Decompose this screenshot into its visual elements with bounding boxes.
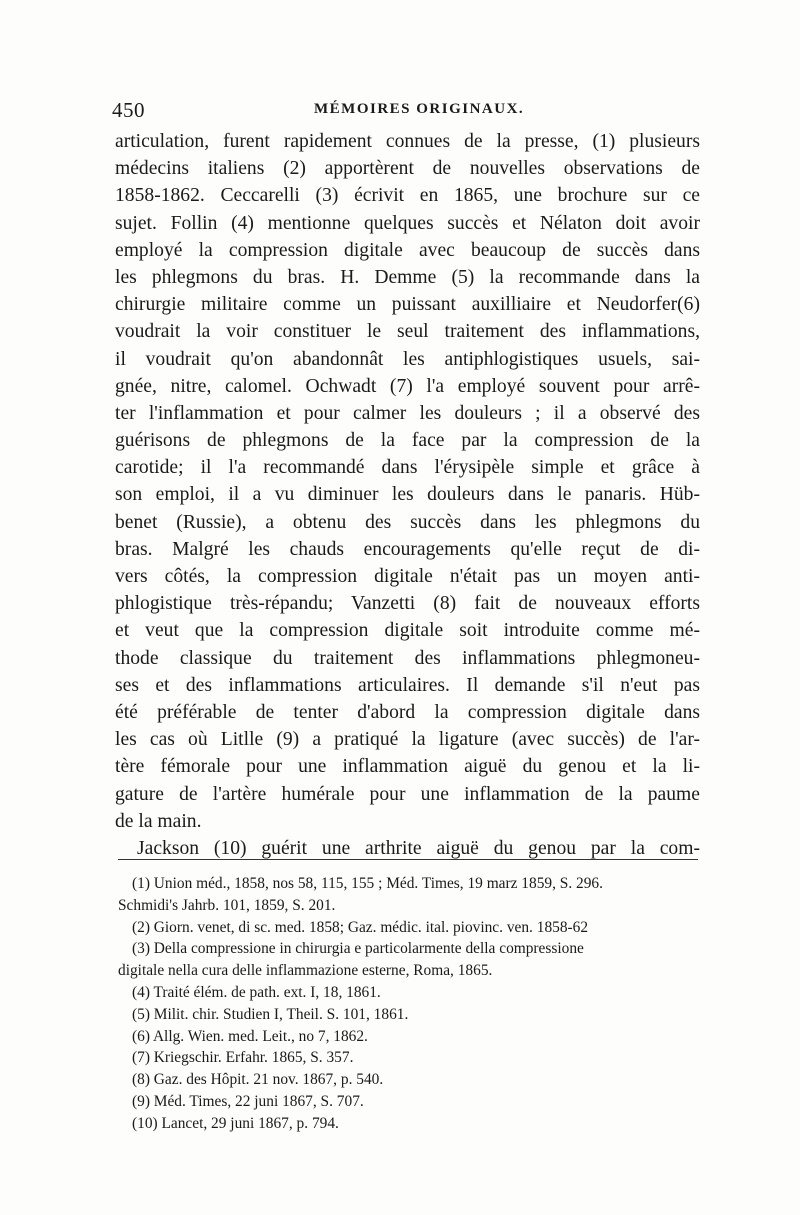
body-line: et veut que la compression digitale soit introduite comme mé- [115,620,700,642]
footnote-continuation: Schmidi's Jahrb. 101, 1859, S. 201. [118,896,336,914]
body-line: carotide; il l'a recommandé dans l'érysipèle simple et grâce à [115,457,700,479]
body-line: été préférable de tenter d'abord la compression digitale dans [115,701,700,723]
body-line: thode classique du traitement des inflammations phlegmoneu- [115,647,700,669]
footnote: (5) Milit. chir. Studien I, Theil. S. 101, 1861. [132,1005,409,1023]
footnote: (8) Gaz. des Hôpit. 21 nov. 1867, p. 540. [132,1071,384,1089]
body-line: son emploi, il a vu diminuer les douleurs dans le panaris. Hüb- [115,484,700,506]
body-line: bras. Malgré les chauds encouragements qu'elle reçut de di- [115,538,700,560]
body-line: phlogistique très-répandu; Vanzetti (8) fait de nouveaux efforts [115,593,700,615]
body-line: chirurgie militaire comme un puissant auxilliaire et Neudorfer(6) [115,294,700,316]
body-line: sujet. Follin (4) mentionne quelques succès et Nélaton doit avoir [115,212,700,234]
footnotes [118,873,698,1135]
footnote: (2) Giorn. venet, di sc. med. 1858; Gaz. médic. ital. piovinc. ven. 1858-62 [132,918,589,936]
body-line: ter l'inflammation et pour calmer les douleurs ; il a observé des [115,402,700,424]
body-line: vers côtés, la compression digitale n'était pas un moyen anti- [115,566,700,587]
page-header [112,98,702,124]
body-line: ses et des inflammations articulaires. Il demande s'il n'eut pas [115,674,700,696]
body-line: gnée, nitre, calomel. Ochwadt (7) l'a employé souvent pour arrê- [115,375,700,397]
body-line: les phlegmons du bras. H. Demme (5) la recommande dans la [115,266,700,288]
running-title: MÉMOIRES ORIGINAUX. [314,101,525,117]
body-line: gature de l'artère humérale pour une inflammation de la paume [115,783,700,805]
body-line: articulation, furent rapidement connues de la presse, (1) plusieurs [115,131,700,152]
body-line: il voudrait qu'on abandonnât les antiphlogistiques usuels, sai- [115,348,700,370]
footnote-continuation: digitale nella cura delle inflammazione esterne, Roma, 1865. [118,962,493,980]
body-line: guérisons de phlegmons de la face par la compression de la [115,430,700,452]
footnote-separator [118,859,698,860]
footnote: (10) Lancet, 29 juni 1867, p. 794. [132,1114,339,1132]
page-number: 450 [112,98,145,122]
body-line: voudrait la voir constituer le seul traitement des inflammations, [115,321,700,343]
body-line: 1858-1862. Ceccarelli (3) écrivit en 1865, une brochure sur ce [115,185,700,207]
body-text [115,128,700,862]
body-line: de la main. [115,810,202,832]
footnote: (9) Méd. Times, 22 juni 1867, S. 707. [132,1092,364,1110]
body-line: benet (Russie), a obtenu des succès dans les phlegmons du [115,511,700,533]
footnote: (6) Allg. Wien. med. Leit., no 7, 1862. [132,1027,368,1045]
body-line: les cas où Litlle (9) a pratiqué la ligature (avec succès) de l'ar- [115,729,700,751]
footnote: (7) Kriegschir. Erfahr. 1865, S. 357. [132,1049,354,1067]
body-line: médecins italiens (2) apportèrent de nouvelles observations de [115,158,700,180]
body-line: Jackson (10) guérit une arthrite aiguë du genou par la com- [137,837,700,859]
footnote: (4) Traité élém. de path. ext. I, 18, 1861. [132,983,381,1001]
body-line: tère fémorale pour une inflammation aiguë du genou et la li- [115,756,700,778]
footnote: (1) Union méd., 1858, nos 58, 115, 155 ; Méd. Times, 19 marz 1859, S. 296. [132,875,603,892]
body-line: employé la compression digitale avec beaucoup de succès dans [115,239,700,261]
footnote: (3) Della compressione in chirurgia e particolarmente della compressione [132,940,584,958]
